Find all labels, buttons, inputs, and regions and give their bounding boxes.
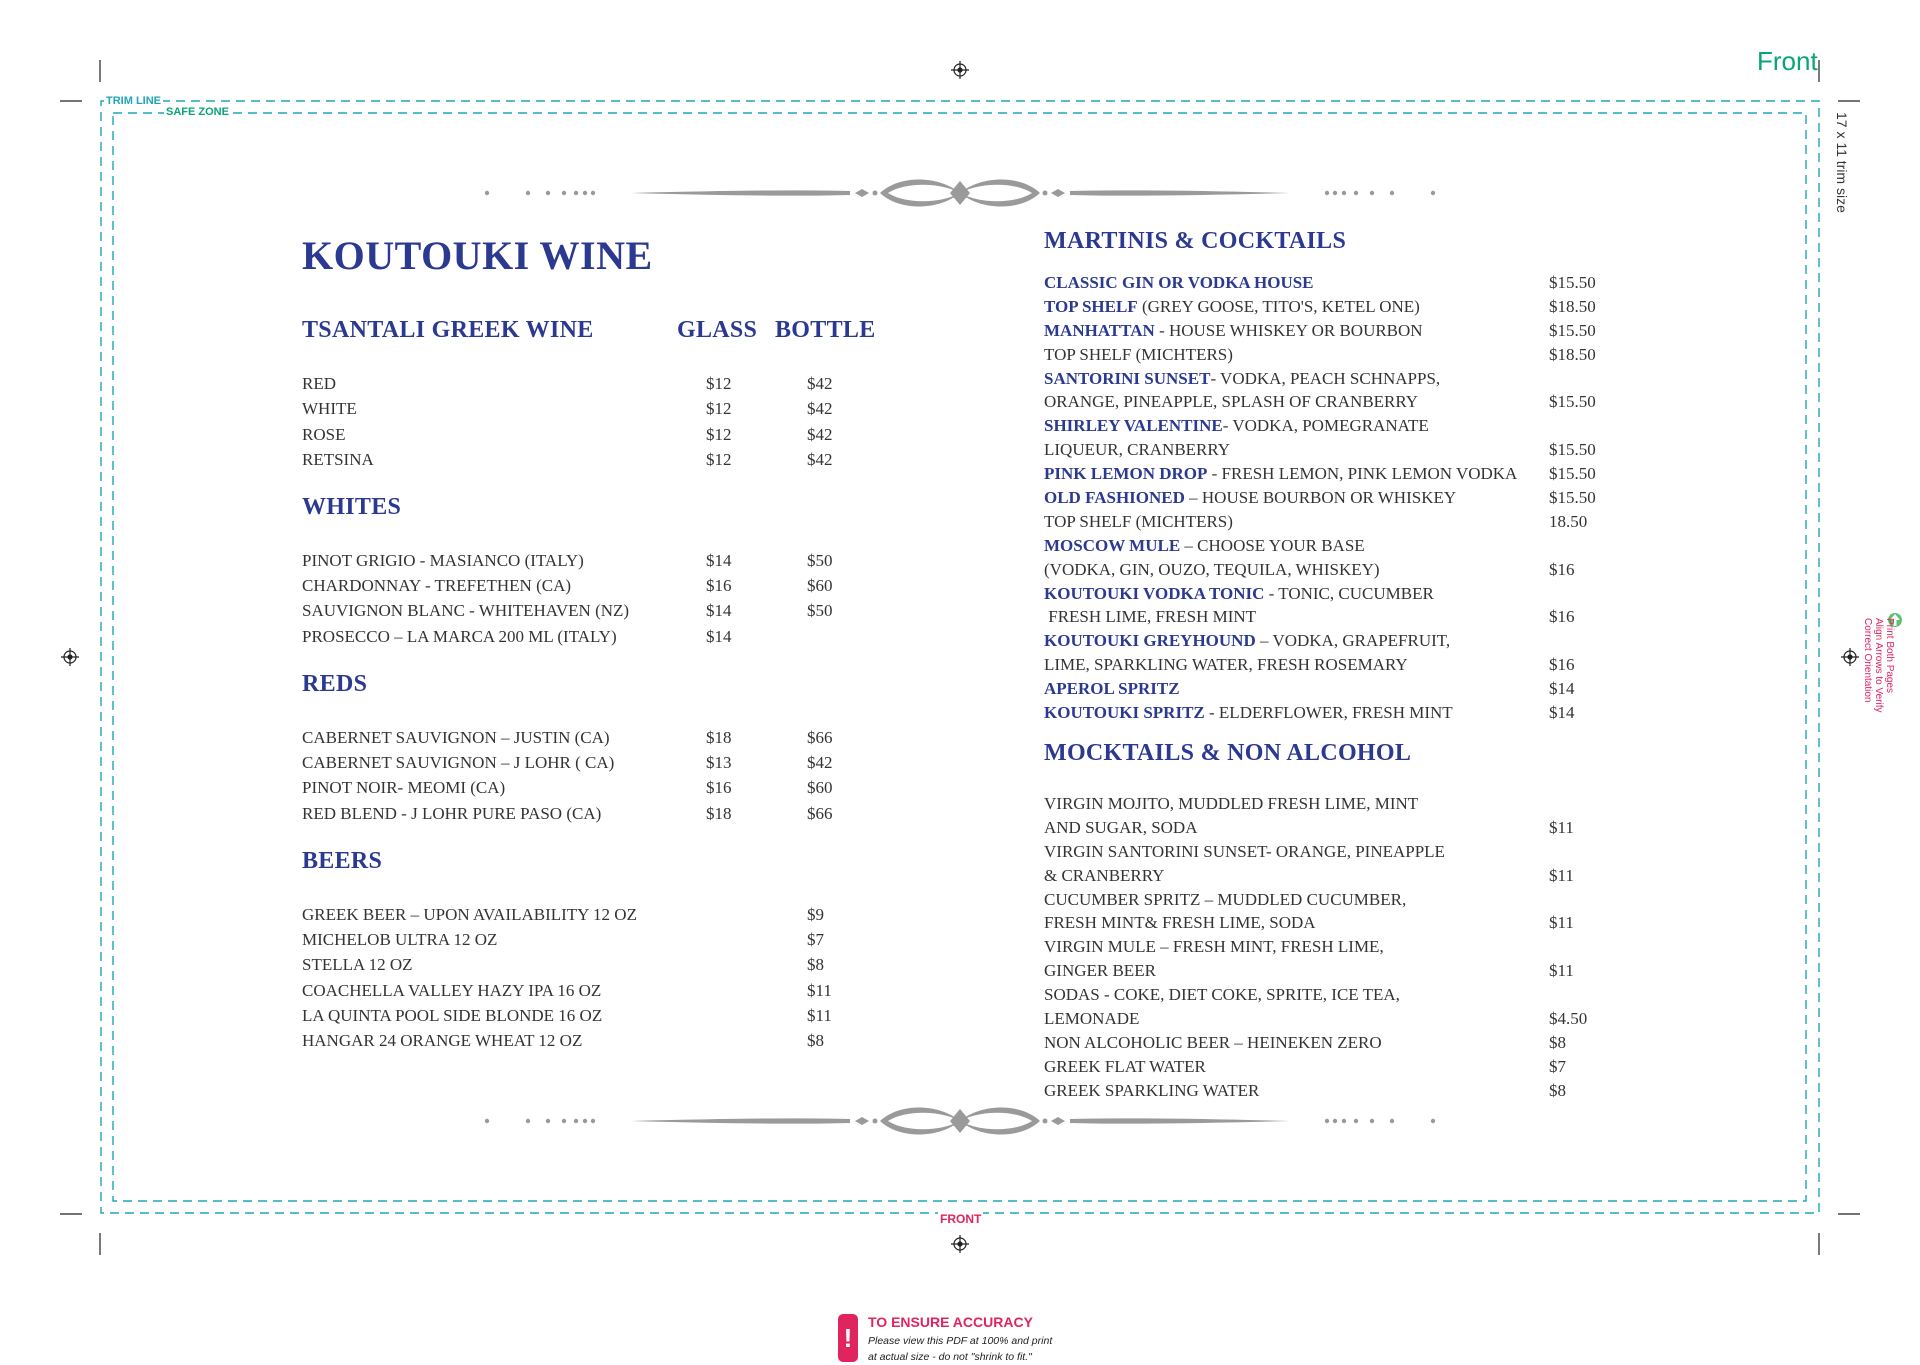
drink-price: $16 — [1549, 559, 1575, 579]
drink-description: AND SUGAR, SODA — [1044, 817, 1198, 837]
bottle-price: $50 — [807, 601, 833, 620]
bottle-price: $42 — [807, 753, 833, 772]
drink-price: $15.50 — [1549, 273, 1596, 292]
orientation-note-line: Print Both Pages — [1884, 618, 1895, 694]
menu-line — [1044, 297, 1614, 321]
drink-price: $18.50 — [1549, 296, 1596, 316]
menu-line-text — [1044, 1009, 1139, 1028]
menu-line-text — [1044, 679, 1180, 698]
front-corner-label: Front — [1757, 46, 1818, 76]
beer-name: COACHELLA VALLEY HAZY IPA 16 OZ — [302, 981, 602, 1000]
drink-name: KOUTOUKI SPRITZ — [1044, 703, 1205, 723]
beer-price: $11 — [807, 1006, 832, 1025]
menu-line-text — [1044, 464, 1517, 483]
menu-line-text — [1044, 937, 1384, 956]
menu-line — [1044, 703, 1614, 727]
drink-price: $15.50 — [1549, 464, 1596, 484]
drink-price: $18.50 — [1549, 344, 1596, 364]
drink-name: OLD FASHIONED — [1044, 488, 1185, 508]
drink-price: $14 — [1549, 679, 1575, 699]
menu-line-text — [1044, 961, 1156, 980]
glass-price: $12 — [706, 425, 732, 444]
drink-description: ORANGE, PINEAPPLE, SPLASH OF CRANBERRY — [1044, 392, 1419, 412]
menu-line-text — [1044, 345, 1233, 364]
drink-price: $15.50 — [1549, 488, 1596, 508]
orientation-note-line: Correct Orientation — [1862, 618, 1873, 703]
glass-price: $18 — [706, 804, 732, 823]
menu-line — [1044, 464, 1614, 488]
drink-name: TOP SHELF — [1044, 296, 1138, 316]
glass-price: $14 — [706, 551, 732, 570]
glass-price: $16 — [706, 576, 732, 595]
drink-price: $11 — [1549, 913, 1574, 933]
menu-line — [1044, 794, 1614, 818]
menu-line — [1044, 1033, 1614, 1057]
column-heading-glass: GLASS — [677, 317, 758, 343]
drink-description: – HOUSE BOURBON OR WHISKEY — [1184, 488, 1457, 508]
bottle-price: $66 — [807, 728, 833, 747]
drink-price: $15.50 — [1549, 392, 1596, 412]
drink-description: GREEK FLAT WATER — [1044, 1056, 1206, 1076]
menu-line-text — [1044, 607, 1256, 626]
wine-name: PINOT NOIR- MEOMI (CA) — [302, 778, 506, 797]
menu-line-text — [1044, 321, 1423, 340]
glass-price: $14 — [706, 627, 732, 646]
wine-name: ROSE — [302, 425, 346, 444]
drink-description: - VODKA, POMEGRANATE — [1222, 416, 1429, 436]
drink-price: $8 — [1549, 1032, 1566, 1052]
menu-line — [1044, 913, 1614, 937]
section-heading-cocktails: MARTINIS & COCKTAILS — [1044, 228, 1347, 254]
column-heading-bottle: BOTTLE — [775, 317, 876, 343]
drink-price: $15.50 — [1549, 440, 1596, 460]
menu-line-text — [1044, 866, 1164, 885]
section-heading-mocktails: MOCKTAILS & NON ALCOHOL — [1044, 740, 1412, 766]
drink-description: LEMONADE — [1044, 1009, 1140, 1029]
menu-line-text — [1044, 440, 1230, 459]
menu-line-text — [1044, 369, 1440, 388]
menu-line — [1044, 512, 1614, 536]
drink-name: KOUTOUKI VODKA TONIC — [1044, 583, 1265, 603]
drink-description: LIME, SPARKLING WATER, FRESH ROSEMARY — [1044, 655, 1408, 675]
cocktails-list — [1044, 273, 1614, 727]
drink-description: - FRESH LEMON, PINK LEMON VODKA — [1207, 464, 1518, 484]
bottle-price: $60 — [807, 778, 833, 797]
drink-name: SANTORINI SUNSET — [1044, 368, 1211, 388]
glass-price: $18 — [706, 728, 732, 747]
menu-line — [1044, 1009, 1614, 1033]
menu-line — [1044, 890, 1614, 914]
wine-name: PINOT GRIGIO - MASIANCO (ITALY) — [302, 551, 584, 570]
drink-price: $16 — [1549, 655, 1575, 675]
drink-description: (GREY GOOSE, TITO'S, KETEL ONE) — [1137, 296, 1420, 316]
beer-price: $8 — [807, 955, 824, 974]
beer-name: GREEK BEER – UPON AVAILABILITY 12 OZ — [302, 905, 637, 924]
menu-line — [1044, 488, 1614, 512]
beer-name: LA QUINTA POOL SIDE BLONDE 16 OZ — [302, 1006, 603, 1025]
warning-icon: ! — [838, 1314, 858, 1362]
drink-description: – VODKA, GRAPEFRUIT, — [1255, 631, 1451, 651]
orientation-note-line: Align Arrows to Verify — [1873, 618, 1884, 713]
drink-name: KOUTOUKI GREYHOUND — [1044, 631, 1256, 651]
beer-price: $8 — [807, 1031, 824, 1050]
drink-description: - HOUSE WHISKEY OR BOURBON — [1154, 320, 1423, 340]
drink-price: $11 — [1549, 865, 1574, 885]
menu-line — [1044, 1057, 1614, 1081]
menu-line-text — [1044, 297, 1420, 316]
menu-line — [1044, 321, 1614, 345]
drink-description: FRESH LIME, FRESH MINT — [1044, 607, 1257, 627]
drink-description: GREEK SPARKLING WATER — [1044, 1080, 1260, 1100]
menu-line-text — [1044, 1057, 1206, 1076]
bottle-price: $50 — [807, 551, 833, 570]
glass-price: $16 — [706, 778, 732, 797]
section-heading-beers: BEERS — [302, 848, 383, 874]
drink-name: MANHATTAN — [1044, 320, 1155, 340]
menu-line — [1044, 345, 1614, 369]
drink-name: SHIRLEY VALENTINE — [1044, 416, 1223, 436]
drink-description: VIRGIN SANTORINI SUNSET- ORANGE, PINEAPPLE — [1044, 841, 1445, 861]
bottle-price: $42 — [807, 399, 833, 418]
beer-price: $7 — [807, 930, 824, 949]
wine-name: PROSECCO – LA MARCA 200 ML (ITALY) — [302, 627, 617, 646]
menu-line-text — [1044, 392, 1418, 411]
menu-line — [1044, 536, 1614, 560]
bottle-price: $42 — [807, 374, 833, 393]
menu-line-text — [1044, 631, 1450, 650]
beer-price: $11 — [807, 981, 832, 1000]
drink-description: VIRGIN MULE – FRESH MINT, FRESH LIME, — [1044, 937, 1384, 957]
drink-price: 18.50 — [1549, 511, 1588, 531]
beer-name: STELLA 12 OZ — [302, 955, 413, 974]
wine-name: WHITE — [302, 399, 357, 418]
front-bottom-label: FRONT — [940, 1212, 982, 1226]
drink-description: CUCUMBER SPRITZ – MUDDLED CUCUMBER, — [1044, 889, 1407, 909]
drink-name: CLASSIC GIN OR VODKA HOUSE — [1044, 273, 1314, 292]
wine-name: RETSINA — [302, 450, 374, 469]
menu-line-text — [1044, 560, 1380, 579]
menu-line — [1044, 679, 1614, 703]
menu-line-text — [1044, 273, 1314, 292]
glass-price: $12 — [706, 399, 732, 418]
drink-price: $8 — [1549, 1080, 1566, 1100]
menu-line — [1044, 416, 1614, 440]
menu-line-text — [1044, 512, 1233, 531]
wine-name: SAUVIGNON BLANC - WHITEHAVEN (NZ) — [302, 601, 630, 620]
trim-line-label: TRIM LINE — [106, 95, 161, 107]
menu-line-text — [1044, 536, 1365, 555]
drink-price: $11 — [1549, 817, 1574, 837]
menu-line — [1044, 866, 1614, 890]
menu-line-text — [1044, 1081, 1259, 1100]
menu-line — [1044, 655, 1614, 679]
menu-line-text — [1044, 890, 1406, 909]
bottle-price: $60 — [807, 576, 833, 595]
wine-name: RED BLEND - J LOHR PURE PASO (CA) — [302, 804, 602, 823]
menu-line-text — [1044, 794, 1418, 813]
section-heading-whites: WHITES — [302, 494, 402, 520]
menu-line-text — [1044, 913, 1316, 932]
orientation-note — [1862, 618, 1895, 712]
wine-name: CABERNET SAUVIGNON – JUSTIN (CA) — [302, 728, 610, 747]
wine-name: CHARDONNAY - TREFETHEN (CA) — [302, 576, 572, 595]
menu-line-text — [1044, 818, 1198, 837]
menu-line — [1044, 937, 1614, 961]
bottle-price: $42 — [807, 450, 833, 469]
trim-size-label: 17 x 11 trim size — [1834, 112, 1850, 213]
menu-line — [1044, 985, 1614, 1009]
menu-line — [1044, 607, 1614, 631]
notice-line: Please view this PDF at 100% and print — [868, 1335, 1053, 1347]
menu-line — [1044, 560, 1614, 584]
drink-price: $16 — [1549, 607, 1575, 627]
mocktails-list — [1044, 794, 1614, 1105]
menu-line — [1044, 369, 1614, 393]
beer-price: $9 — [807, 905, 824, 924]
drink-description: GINGER BEER — [1044, 961, 1156, 981]
wine-name: CABERNET SAUVIGNON – J LOHR ( CA) — [302, 753, 615, 772]
drink-description: VIRGIN MOJITO, MUDDLED FRESH LIME, MINT — [1044, 794, 1419, 813]
drink-description: TOP SHELF (MICHTERS) — [1044, 344, 1233, 364]
beer-name: HANGAR 24 ORANGE WHEAT 12 OZ — [302, 1031, 583, 1050]
menu-title: KOUTOUKI WINE — [302, 233, 653, 278]
menu-line — [1044, 961, 1614, 985]
menu-line — [1044, 273, 1614, 297]
notice-line: at actual size - do not "shrink to fit." — [868, 1351, 1032, 1363]
bottle-price: $42 — [807, 425, 833, 444]
drink-price: $14 — [1549, 703, 1575, 723]
menu-line-text — [1044, 584, 1434, 603]
safe-zone-label: SAFE ZONE — [166, 106, 229, 118]
section-heading-tsantali: TSANTALI GREEK WINE — [302, 317, 594, 343]
glass-price: $12 — [706, 450, 732, 469]
bottom-ornament — [480, 1104, 1440, 1138]
drink-description: FRESH MINT& FRESH LIME, SODA — [1044, 913, 1316, 933]
section-heading-reds: REDS — [302, 671, 368, 697]
menu-line — [1044, 584, 1614, 608]
drink-name: PINK LEMON DROP — [1044, 464, 1208, 484]
menu-line-text — [1044, 985, 1400, 1004]
bottle-price: $66 — [807, 804, 833, 823]
menu-line-text — [1044, 655, 1408, 674]
drink-price: $7 — [1549, 1056, 1566, 1076]
drink-description: – CHOOSE YOUR BASE — [1180, 535, 1365, 555]
menu-line — [1044, 842, 1614, 866]
drink-description: - ELDERFLOWER, FRESH MINT — [1204, 703, 1453, 723]
drink-description: TOP SHELF (MICHTERS) — [1044, 511, 1233, 531]
menu-line — [1044, 631, 1614, 655]
menu-line — [1044, 818, 1614, 842]
top-ornament — [480, 176, 1440, 210]
drink-description: LIQUEUR, CRANBERRY — [1044, 440, 1231, 460]
menu-line — [1044, 440, 1614, 464]
drink-description: - TONIC, CUCUMBER — [1264, 583, 1434, 603]
menu-line-text — [1044, 488, 1456, 507]
drink-name: APEROL SPRITZ — [1044, 679, 1180, 699]
glass-price: $13 — [706, 753, 732, 772]
drink-description: NON ALCOHOLIC BEER – HEINEKEN ZERO — [1044, 1032, 1382, 1052]
drink-description: SODAS - COKE, DIET COKE, SPRITE, ICE TEA, — [1044, 985, 1400, 1005]
wine-name: RED — [302, 374, 336, 393]
menu-line-text — [1044, 703, 1453, 722]
beer-name: MICHELOB ULTRA 12 OZ — [302, 930, 498, 949]
drink-description: - VODKA, PEACH SCHNAPPS, — [1210, 368, 1441, 388]
drink-price: $15.50 — [1549, 320, 1596, 340]
menu-line-text — [1044, 416, 1429, 435]
drink-price: $4.50 — [1549, 1009, 1588, 1029]
drink-description: & CRANBERRY — [1044, 865, 1165, 885]
menu-line-text — [1044, 842, 1445, 861]
notice-title: TO ENSURE ACCURACY — [868, 1314, 1033, 1330]
glass-price: $12 — [706, 374, 732, 393]
glass-price: $14 — [706, 601, 732, 620]
menu-line — [1044, 1081, 1614, 1105]
menu-line-text — [1044, 1033, 1382, 1052]
drink-price: $11 — [1549, 961, 1574, 981]
drink-name: MOSCOW MULE — [1044, 535, 1181, 555]
menu-line — [1044, 392, 1614, 416]
drink-description: (VODKA, GIN, OUZO, TEQUILA, WHISKEY) — [1044, 559, 1380, 579]
